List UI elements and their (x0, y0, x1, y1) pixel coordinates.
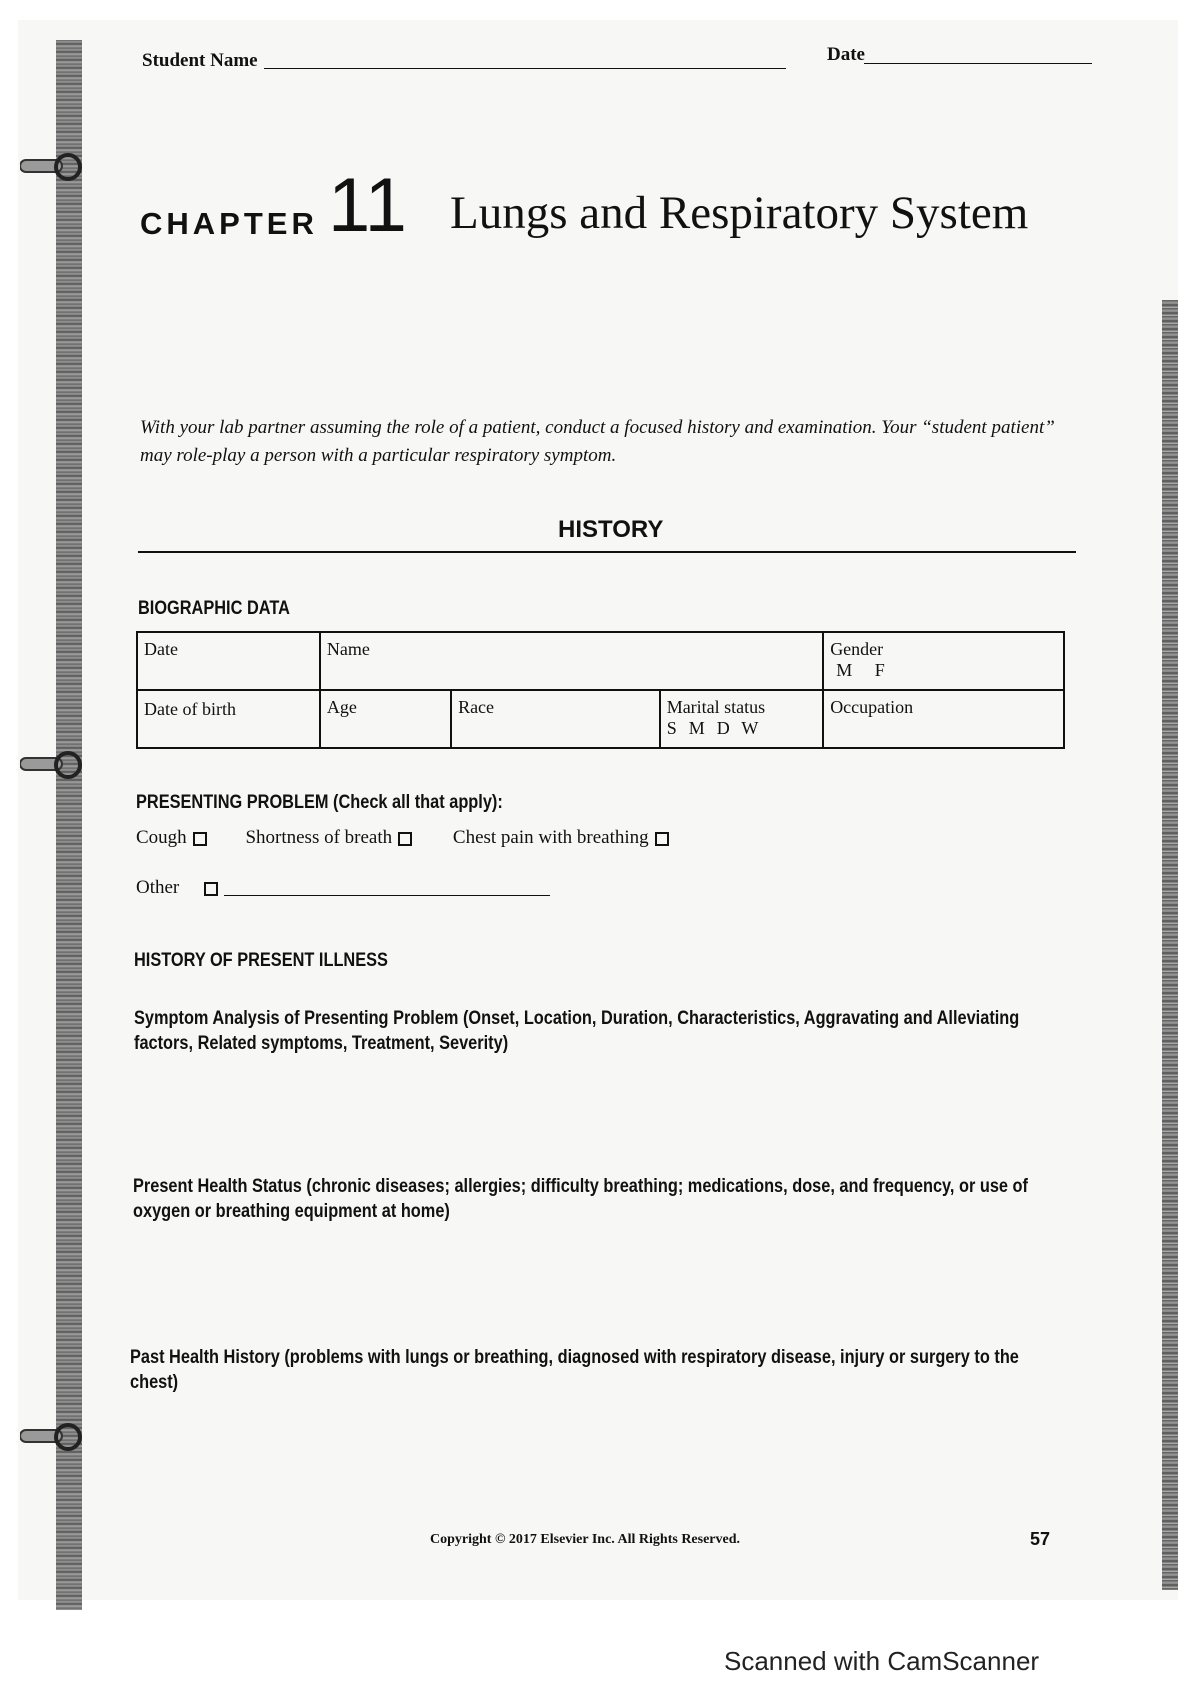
name-cell-label: Name (326, 639, 370, 659)
age-cell-label: Age (326, 697, 357, 717)
other-field[interactable] (224, 895, 550, 896)
occupation-cell-label: Occupation (830, 697, 914, 717)
date-label: Date (827, 44, 865, 65)
marital-options[interactable]: S M D W (666, 718, 760, 738)
option-other-label: Other (136, 877, 180, 898)
copyright: Copyright © 2017 Elsevier Inc. All Rights Reserved. (430, 1532, 741, 1547)
date-field[interactable] (864, 63, 1092, 64)
dob-cell-label: Date of birth (144, 699, 236, 719)
student-name-label: Student Name (142, 50, 258, 71)
marital-label: Marital status (666, 697, 766, 717)
page-edge-shadow (1162, 300, 1178, 1590)
chapter-number: 11 (328, 163, 407, 248)
biographic-table (136, 631, 1065, 749)
option-cough-label: Cough (136, 827, 187, 848)
student-name-field[interactable] (264, 68, 786, 69)
other-checkbox[interactable] (204, 882, 218, 896)
dob-cell[interactable] (137, 690, 320, 748)
gender-cell[interactable] (823, 632, 1064, 690)
marital-cell[interactable] (660, 690, 824, 748)
symptom-analysis-prompt: Symptom Analysis of Presenting Problem (Onset, Location, Duration, Characteristics, Aggravating and Alleviating factors, Related symptoms, Treatment, Severity) (134, 1008, 1020, 1054)
binder-spine-shadow (56, 40, 82, 1610)
present-health-prompt: Present Health Status (chronic diseases; allergies; difficulty breathing; medications, dose, and frequency, or use of oxygen or breathing equipment at home) (133, 1176, 1028, 1222)
name-cell[interactable] (320, 632, 823, 690)
biographic-heading: BIOGRAPHIC DATA (138, 598, 290, 619)
date-cell-label: Date (144, 639, 178, 659)
scanner-watermark: Scanned with CamScanner (724, 1646, 1040, 1676)
history-heading: HISTORY (558, 516, 664, 543)
intro-instructions: With your lab partner assuming the role of a patient, conduct a focused history and examination. Your “student patient” may role-play a person with a particular respiratory symptom. (140, 417, 1055, 466)
occupation-cell[interactable] (823, 690, 1064, 748)
cough-checkbox[interactable] (193, 832, 207, 846)
age-cell[interactable] (320, 690, 451, 748)
binder-ring-icon (20, 748, 82, 782)
shortness-of-breath-checkbox[interactable] (398, 832, 412, 846)
history-divider (138, 551, 1076, 553)
gender-options[interactable]: M F (836, 660, 885, 680)
date-cell[interactable] (137, 632, 320, 690)
race-cell[interactable] (451, 690, 660, 748)
option-sob-label: Shortness of breath (245, 827, 393, 848)
chest-pain-checkbox[interactable] (655, 832, 669, 846)
chapter-word: CHAPTER (140, 206, 318, 241)
past-health-prompt: Past Health History (problems with lungs or breathing, diagnosed with respiratory disease, injury or surgery to the chest) (130, 1347, 1019, 1393)
option-chest-pain-label: Chest pain with breathing (452, 827, 649, 848)
presenting-problem-heading: PRESENTING PROBLEM (Check all that apply): (136, 792, 503, 813)
race-cell-label: Race (458, 697, 495, 717)
binder-ring-icon (20, 150, 82, 184)
gender-label: Gender (830, 639, 884, 659)
binder-ring-icon (20, 1420, 82, 1454)
presenting-options (136, 827, 675, 849)
page-number: 57 (1030, 1529, 1051, 1549)
hpi-heading: HISTORY OF PRESENT ILLNESS (134, 950, 388, 971)
chapter-title: Lungs and Respiratory System (450, 187, 1029, 239)
